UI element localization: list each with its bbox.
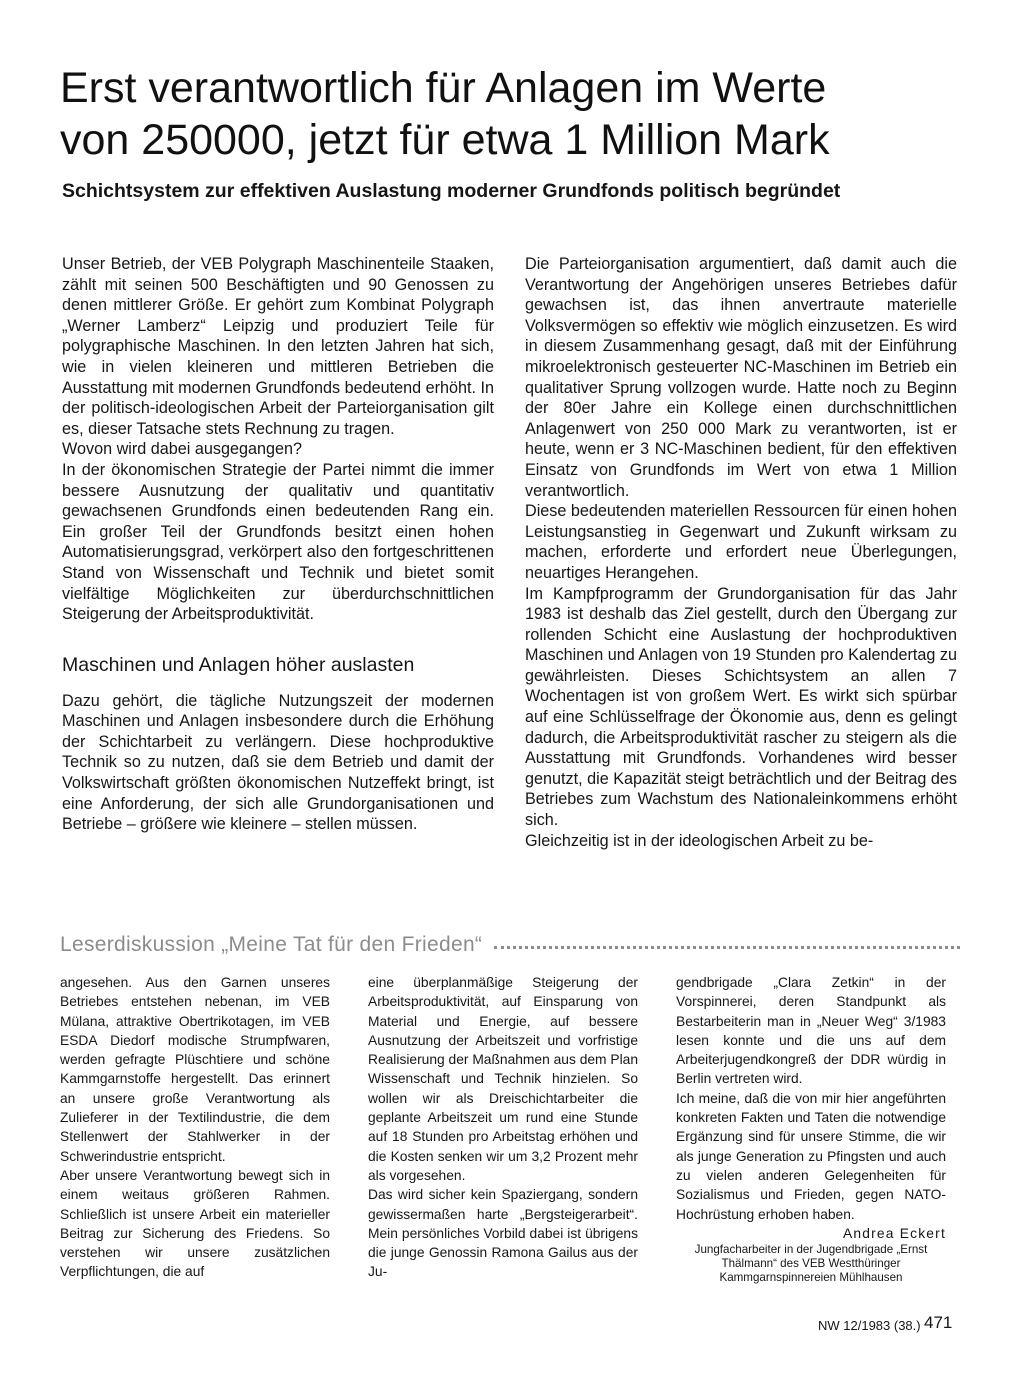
- issue-reference: NW 12/1983 (38.): [818, 1318, 921, 1333]
- author-affiliation: Jungfacharbeiter in der Jugendbrigade „Ernst Thälmann“ des VEB Westthüringer Kammgarnspinnereien Mühlhausen: [694, 1243, 928, 1285]
- page-number: 471: [924, 1313, 953, 1332]
- letter-column-1: [60, 973, 330, 1282]
- article-paragraph: In der ökonomischen Strategie der Partei nimmt die immer bessere Ausnutzung der qualitativ und quantitativ gewachsenen Grundfonds einen bedeutenden Rang ein. Ein großer Teil der Grundfonds besitzt einen hohen Automatisierungsgrad, verkörpert also den fortgeschrittenen Stand von Wissenschaft und Technik und bietet somit vielfältige Möglichkeiten zur überdurchschnittlichen Steigerung der Arbeitsproduktivität.: [62, 460, 494, 624]
- article-paragraph: Gleichzeitig ist in der ideologischen Arbeit zu be-: [525, 831, 874, 850]
- letter-paragraph: Das wird sicher kein Spaziergang, sondern gewissermaßen harte „Bergsteigerarbeit“. Mein persönliches Vorbild dabei ist übrigens die junge Genossin Ramona Gailus aus der Ju-: [368, 1187, 638, 1280]
- article-paragraph: Im Kampfprogramm der Grundorganisation für das Jahr 1983 ist deshalb das Ziel gestellt, durch den Übergang zur rollenden Schicht eine Auslastung der hochproduktiven Maschinen und Anlagen von 19 Stunden pro Kalendertag zu gewährleisten. Dieses Schichtsystem an allen 7 Wochentagen ist von großem Wert. Es wirkt sich spürbar auf eine Schlüsselfrage der Ökonomie aus, denn es gelingt dadurch, die Arbeitsproduktivität rascher zu steigern als die Ausstattung mit Grundfonds. Vorhandenes wird besser genutzt, die Kapazität steigt beträchtlich und der Beitrag des Betriebes zum Wachstum des Nationaleinkommens erhöht sich.: [525, 584, 957, 830]
- letter-column-3: [676, 973, 946, 1285]
- reader-discussion-title: Leserdiskussion „Meine Tat für den Frieden“: [60, 933, 483, 956]
- letter-author: Andrea Eckert: [842, 1225, 946, 1241]
- article-paragraph: Unser Betrieb, der VEB Polygraph Maschinenteile Staaken, zählt mit seinen 500 Beschäftigten und 90 Genossen zu denen mittlerer Größe. Er gehört zum Kombinat Polygraph „Werner Lamberz“ Leipzig und produziert Teile für polygraphische Maschinen. In den letzten Jahren hat sich, wie in vielen kleineren und mittleren Betrieben die Ausstattung mit modernen Grundfonds bedeutend erhöht. In der politisch-ideologischen Arbeit der Parteiorganisation gilt es, dieser Tatsache stets Rechnung zu tragen.: [62, 255, 494, 438]
- letter-column-2: [368, 973, 638, 1282]
- subheadline: Schichtsystem zur effektiven Auslastung moderner Grundfonds politisch begründet: [62, 180, 841, 202]
- article-paragraph: Wovon wird dabei ausgegangen?: [62, 440, 302, 459]
- reader-discussion-banner: [60, 930, 960, 960]
- article-paragraph: Die Parteiorganisation argumentiert, daß damit auch die Verantwortung der Angehörigen unseres Betriebes dafür gewachsen ist, das ihnen anvertraute materielle Volksvermögen so effektiv wie möglich einzusetzen. Es wird in diesem Zusammenhang gesagt, daß mit der Einführung mikroelektronisch gesteuerter NC-Maschinen im Betrieb ein qualitativer Sprung vollzogen wurde. Hatte noch zu Beginn der 80er Jahre ein Kollege einen durchschnittlichen Anlagenwert von 250 000 Mark zu verantworten, ist er heute, wenn er 3 NC-Maschinen bedient, für den effektiven Einsatz von Grundfonds im Wert von etwa 1 Million verantwortlich.: [525, 255, 957, 500]
- letter-paragraph: eine überplanmäßige Steigerung der Arbeitsproduktivität, auf Einsparung von Material und Energie, auf bessere Ausnutzung der Arbeitszeit und vorfristige Realisierung der Maßnahmen aus dem Plan Wissenschaft und Technik hinzielen. So wollen wir als Dreischichtarbeiter die geplante Arbeitszeit um rund eine Stunde auf 18 Stunden pro Arbeitstag erhöhen und die Kosten senken wir um 3,2 Prozent mehr als vorgesehen.: [368, 975, 638, 1183]
- article-column-1: [62, 254, 494, 835]
- headline: [60, 62, 980, 166]
- letter-paragraph: Ich meine, daß die von mir hier angeführten konkreten Fakten und Taten die notwendige Ergänzung sind für unsere Stimme, die wir als junge Generation zu Pfingsten und auch zu vielen anderen Gelegenheiten für Sozialismus und Frieden, gegen NATO-Hochrüstung erhoben haben.: [676, 1090, 946, 1222]
- article-paragraph: Dazu gehört, die tägliche Nutzungszeit der modernen Maschinen und Anlagen insbesondere durch die Erhöhung der Schichtarbeit zu verlängern. Diese hochproduktive Technik so zu nutzen, daß sie dem Betrieb und damit der Volkswirtschaft größten ökonomischen Nutzeffekt bringt, ist eine Anforderung, der sich alle Grundorganisationen und Betriebe – größere wie kleinere – stellen müssen.: [62, 691, 494, 834]
- letter-paragraph: angesehen. Aus den Garnen unseres Betriebes entstehen nebenan, im VEB Mülana, attraktive Obertrikotagen, im VEB ESDA Diedorf modische Strumpfwaren, werden gefragte Plüschtiere und schöne Kammgarnstoffe hergestellt. Das erinnert an unsere große Verantwortung als Zulieferer in der Textilindustrie, die dem Stellenwert der Stahlwerker in der Schwerindustrie entspricht.: [60, 975, 330, 1164]
- headline-line-2: von 250000, jetzt für etwa 1 Million Mark: [60, 116, 830, 164]
- letter-paragraph: Aber unsere Verantwortung bewegt sich in einem weitaus größeren Rahmen. Schließlich ist unsere Arbeit ein materieller Beitrag zur Sicherung des Friedens. So verstehen wir unsere zusätzlichen Verpflichtungen, die auf: [60, 1167, 330, 1280]
- article-column-2: [525, 254, 957, 851]
- banner-divider: [494, 946, 960, 949]
- section-heading: Maschinen und Anlagen höher auslasten: [62, 653, 415, 676]
- headline-line-1: Erst verantwortlich für Anlagen im Werte: [60, 64, 827, 112]
- letter-paragraph: gendbrigade „Clara Zetkin“ in der Vorspinnerei, deren Standpunkt als Bestarbeiterin man in „Neuer Weg“ 3/1983 lesen konnte und die uns auf dem Arbeiterjugendkongreß der DDR würdig in Berlin vertreten wird.: [676, 975, 946, 1087]
- article-paragraph: Diese bedeutenden materiellen Ressourcen für einen hohen Leistungsanstieg in Gegenwart und Zukunft wirksam zu machen, erforderte und erfordert neue Überlegungen, neuartiges Herangehen.: [525, 502, 957, 582]
